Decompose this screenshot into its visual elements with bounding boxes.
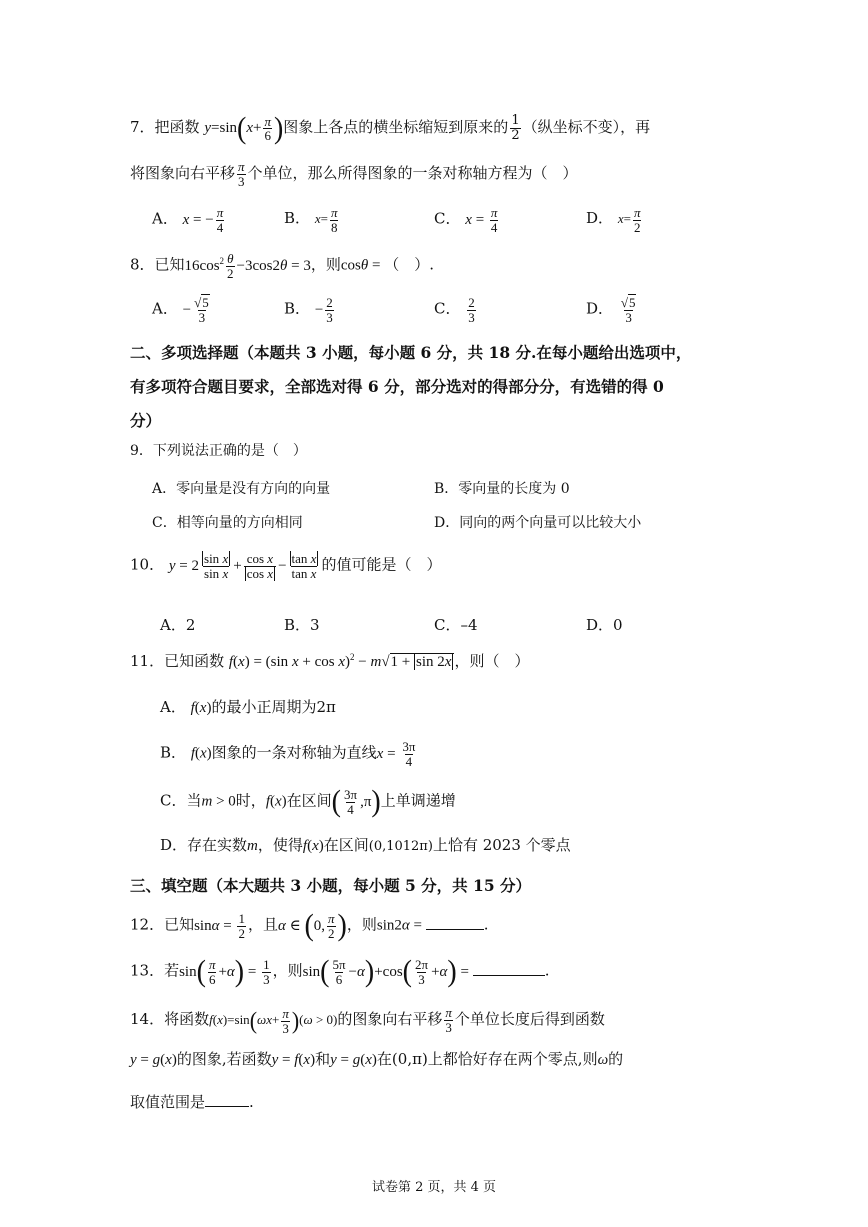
q13-target: sin( $\frac{5\pi}{6}$ −α)+cos( $\frac{2\pi}{3}$ +α) = [302, 954, 473, 989]
q11-option-c [160, 784, 456, 819]
q7-option-c-label: C． [434, 209, 461, 228]
q11-option-d [160, 836, 571, 856]
q7-option-d-label: D． [586, 209, 614, 228]
q11-option-b-fx: f(x) [190, 745, 212, 762]
q11-option-d-text2: 在区间 [323, 836, 369, 854]
q14-gx: y = g(x) [130, 1052, 177, 1068]
q14-line3 [130, 1092, 254, 1112]
q10-option-b: B．3 [284, 616, 320, 634]
q12-line [130, 908, 489, 943]
q14-text1: 的图象向右平移 [337, 1010, 443, 1029]
q7-number: 7． [130, 118, 155, 137]
q9-option-b: B．零向量的长度为 0 [434, 481, 570, 497]
q7-line2 [130, 160, 578, 188]
q7-option-b-formula: x= $\frac{\pi}{8}$ [314, 205, 338, 235]
q7-line1 [130, 111, 651, 146]
q14-shift: $\frac{\pi}{3}$ [445, 1005, 452, 1035]
q14-text5: 在 [376, 1050, 392, 1068]
q11-option-d-label: D．存在实数 [160, 836, 248, 854]
q14-text7: 的 [608, 1050, 624, 1068]
q14-formula: f(x)=sin(ωx+ $\frac{\pi}{3}$ )(ω > 0) [209, 1006, 338, 1036]
q8-target: cosθ = [340, 257, 385, 274]
q14-number: 14．将函数 [130, 1010, 210, 1029]
section-3-heading: 三、填空题（本大题共 3 小题，每小题 5 分，共 15 分） [130, 876, 532, 895]
q8-option-c-label: C． [434, 299, 461, 318]
q12-text: ，且 [247, 915, 278, 934]
q7-option-c [434, 206, 500, 234]
q8-option-b-formula: − $\frac{2}{3}$ [314, 295, 333, 325]
q11-option-c-text2: 在区间 [286, 791, 332, 810]
q10-option-d: D．0 [586, 616, 623, 634]
q7-text2: 图象上各点的横坐标缩短到原来的 [283, 118, 509, 137]
q10-line [130, 552, 441, 580]
q8-end: （ ）. [384, 255, 434, 274]
section-2-heading-line1: 二、多项选择题（本题共 3 小题，每小题 6 分，共 18 分.在每小题给出选项中， [130, 343, 692, 362]
q11-option-b-text: 图象的一条对称轴为直线 [211, 743, 377, 762]
q14-yfx: y = f(x) [271, 1052, 316, 1068]
q12-text2: ，则 [346, 915, 377, 934]
q14-answer-blank[interactable] [205, 1092, 249, 1107]
q11-option-c-fx: f(x) [265, 793, 287, 810]
q14-ygx: y = g(x) [330, 1052, 377, 1068]
q7-option-d-formula: x= $\frac{\pi}{2}$ [617, 205, 641, 235]
q11-option-b-label: B． [160, 743, 187, 762]
section-2-heading-line2: 有多项符合题目要求，全部选对得 6 分，部分选对的得部分分，有选错的得 0 [130, 377, 664, 396]
q9-option-d: D．同向的两个向量可以比较大小 [434, 515, 642, 531]
q11-option-c-cond: m > 0 [201, 793, 236, 810]
q8-option-a [152, 296, 213, 324]
q11-text: ，则（ ） [454, 652, 530, 670]
q11-option-d-interval: (0,1012π) [368, 839, 433, 854]
q8-option-b [284, 296, 336, 324]
q10-option-c: C．–4 [434, 616, 478, 634]
q7-text3: （纵坐标不变），再 [522, 118, 651, 137]
q12-range: α ∈ (0, $\frac{\pi}{2}$ ) [277, 908, 347, 943]
q12-given: sinα = $\frac{1}{2}$ [194, 911, 245, 941]
q13-line [130, 954, 550, 989]
q11-option-d-fx: f(x) [302, 838, 324, 854]
q9-stem: 9．下列说法正确的是（ ） [130, 443, 307, 459]
q13-answer-blank[interactable] [473, 961, 545, 976]
q11-stem [130, 652, 529, 672]
q11-option-c-label: C．当 [160, 791, 202, 810]
q14-line1 [130, 1006, 605, 1035]
q11-option-a-text: 的最小正周期为 [211, 698, 317, 716]
q14-line2 [130, 1050, 623, 1070]
q11-option-c-text3: 上单调递增 [380, 791, 456, 810]
q9-option-a: A．零向量是没有方向的向量 [152, 481, 331, 497]
q7-option-b-label: B． [284, 209, 311, 228]
q7-shift: $\frac{\pi}{3}$ [238, 159, 245, 189]
q10-number: 10． [130, 555, 165, 574]
q12-target: sin2α = [376, 917, 426, 934]
q13-number: 13．若 [130, 961, 180, 980]
q11-number: 11．已知函数 [130, 652, 225, 670]
q11-formula: f(x) = (sin x + cos x)$^2$ − m√1 + sin 2x [229, 654, 455, 670]
q8-option-d-formula: $\frac{√5}{3}$ [620, 295, 636, 325]
q7-option-c-formula: x = $\frac{\pi}{4}$ [465, 205, 498, 235]
q11-option-c-text1: 时， [235, 791, 266, 810]
q14-omega: ω [597, 1052, 609, 1068]
q7-option-a [152, 206, 226, 234]
q8-text: ，则 [310, 255, 341, 274]
q10-option-a: A．2 [160, 616, 196, 634]
q8-option-a-label: A． [152, 299, 178, 318]
q10-text: 的值可能是（ ） [321, 555, 442, 574]
q8-option-a-formula: − $\frac{√5}{3}$ [182, 295, 209, 325]
q12-answer-blank[interactable] [426, 915, 484, 930]
q9-option-c: C．相等向量的方向相同 [152, 515, 303, 531]
q11-option-b-formula: x = $\frac{3\pi}{4}$ [376, 739, 416, 769]
q7-option-d [586, 206, 643, 234]
q14-text8: 取值范围是 [130, 1093, 206, 1111]
q8-line [130, 252, 434, 280]
q14-text3: 的图象,若函数 [176, 1050, 272, 1068]
q8-option-c-formula: $\frac{2}{3}$ [468, 295, 475, 325]
q11-option-a-fx: f(x) [190, 700, 212, 716]
q11-option-d-text3: 上恰有 2023 个零点 [432, 836, 571, 854]
q11-option-a-label: A． [160, 698, 186, 716]
q8-option-c [434, 296, 478, 324]
q14-text6: 上都恰好存在两个零点,则 [427, 1050, 598, 1068]
q10-formula: y = 2 $\frac{\text{sin x}}{\text{sin x}}$ + $\frac{\text{cos x}}{\text{cos x}}$ − $\frac{\text{tan x}}{\text{tan x}}$ [168, 551, 317, 581]
q7-formula: y=sin(x+ $\frac{\pi}{6}$ ) [204, 111, 284, 146]
q13-text: ，则 [272, 961, 303, 980]
page-footer: 试卷第 2 页，共 4 页 [371, 1180, 497, 1195]
q11-option-b [160, 740, 418, 768]
q7-option-a-formula: x = − $\frac{\pi}{4}$ [182, 205, 224, 235]
q7-half: $\frac{1}{2}$ [511, 113, 520, 143]
q12-number: 12．已知 [130, 915, 195, 934]
q7-option-b [284, 206, 340, 234]
q12-end: . [483, 915, 489, 934]
q14-interval: (0,π) [391, 1050, 428, 1068]
q11-option-a [160, 698, 336, 718]
q7-text5: 个单位，那么所得图象的一条对称轴方程为（ ） [247, 164, 578, 183]
q7-text: 把函数 [154, 118, 200, 137]
section-2-heading-line3: 分） [130, 411, 162, 430]
q11-option-c-interval: ( $\frac{3\pi}{4}$ ,π) [331, 784, 381, 819]
q8-option-d [586, 296, 639, 324]
q11-option-a-value: 2π [316, 698, 336, 716]
q11-option-d-text1: ，使得 [257, 836, 303, 854]
q14-text4: 和 [315, 1050, 331, 1068]
q8-option-d-label: D． [586, 299, 614, 318]
q8-option-b-label: B． [284, 299, 311, 318]
q14-end: . [249, 1093, 254, 1111]
q11-option-d-m: m [247, 838, 258, 854]
q14-text2: 个单位长度后得到函数 [454, 1010, 605, 1029]
q8-formula: $16\cos^2$ $\frac{\theta}{2}$ −3cos2θ = 3 [184, 251, 311, 281]
q7-option-a-label: A． [152, 209, 178, 228]
q8-number: 8．已知 [130, 255, 185, 274]
q13-end: . [544, 961, 550, 980]
q13-given: sin( $\frac{\pi}{6}$ +α) = $\frac{1}{3}$ [179, 954, 270, 989]
q7-text4: 将图象向右平移 [130, 164, 236, 183]
